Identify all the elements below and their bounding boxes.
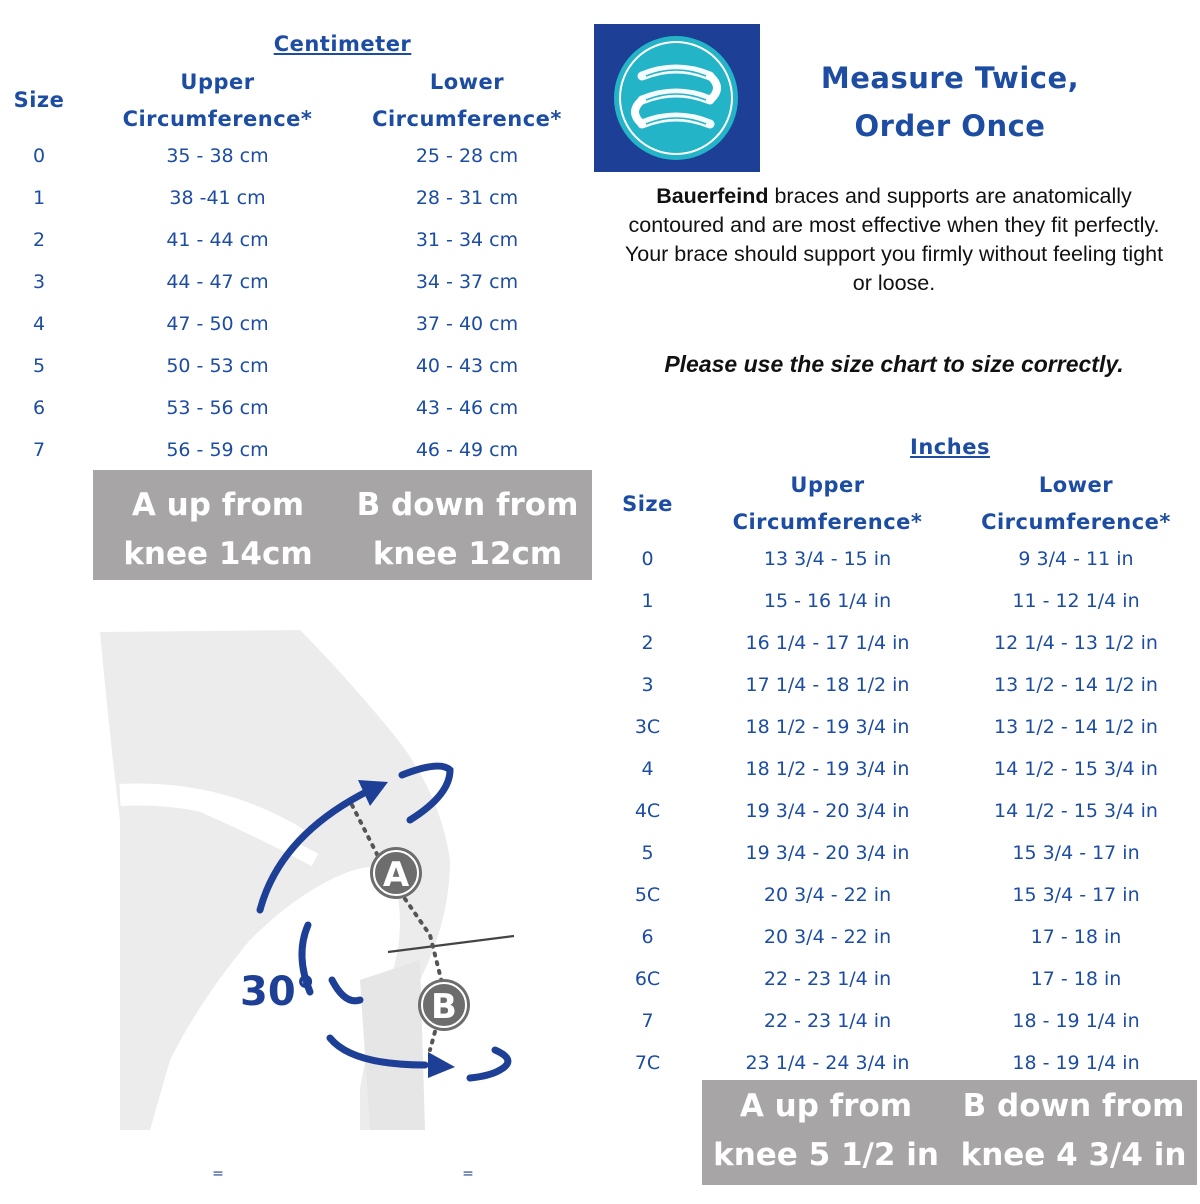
size-cell: 5 [32, 355, 46, 377]
lower-cell: 37 - 40 cm [415, 313, 519, 335]
cm-col-upper-line1: Upper [180, 70, 255, 94]
inch-col-lower-line2: Circumference* [981, 510, 1171, 534]
cm-measure-b [343, 481, 592, 579]
knee-measurement-diagram [90, 620, 600, 1200]
inch-col-size: Size [622, 492, 673, 516]
size-cell: 1 [641, 590, 654, 612]
table-row [600, 884, 1200, 926]
upper-cell: 41 - 44 cm [166, 229, 269, 251]
measure-a-line2: knee 5 1/2 in [713, 1137, 939, 1173]
lower-cell: 18 - 19 1/4 in [1012, 1010, 1140, 1032]
measure-b-line1: B down from [356, 487, 579, 523]
size-cell: 3 [641, 674, 654, 696]
table-row [0, 271, 600, 313]
size-cell: 3C [634, 716, 661, 738]
measure-b-line2: knee 12cm [372, 536, 563, 572]
badge-b-label: B [431, 987, 457, 1027]
table-row [600, 758, 1200, 800]
inch-table-body [600, 548, 1200, 1098]
upper-cell: 20 3/4 - 22 in [763, 884, 892, 906]
measure-b-line1: B down from [962, 1088, 1185, 1124]
lower-cell: 28 - 31 cm [415, 187, 519, 209]
size-cell: 1 [32, 187, 46, 209]
headline [770, 54, 1130, 150]
measure-a-line1: A up from [131, 487, 305, 523]
measure-b-line2: knee 4 3/4 in [960, 1137, 1187, 1173]
size-cell: 6 [32, 397, 46, 419]
size-cell: 4 [641, 758, 654, 780]
cm-table-title: Centimeter [273, 32, 412, 56]
brand-name: Bauerfeind [656, 184, 769, 208]
cm-col-upper-line2: Circumference* [122, 107, 313, 131]
cm-measure-box [93, 470, 592, 580]
fit-paragraph [590, 182, 1198, 298]
size-cell: 2 [641, 632, 654, 654]
cm-table-body [0, 145, 600, 480]
lower-circ-ellipse [470, 1050, 508, 1078]
badge-b [418, 979, 470, 1031]
paragraph-line-1: braces and supports are anatomically [768, 184, 1132, 208]
upper-cell: 44 - 47 cm [166, 271, 269, 293]
table-row [600, 800, 1200, 842]
size-chart-tagline: Please use the size chart to size correctly. [664, 351, 1124, 377]
size-cell: 6C [634, 968, 661, 990]
size-cell: 7 [32, 439, 46, 461]
table-row [600, 968, 1200, 1010]
upper-cell: 17 1/4 - 18 1/2 in [745, 674, 910, 696]
size-cell: 3 [32, 271, 46, 293]
lower-cell: 15 3/4 - 17 in [1012, 842, 1140, 864]
lower-cell: 11 - 12 1/4 in [1012, 590, 1140, 612]
upper-cell: 38 -41 cm [169, 187, 266, 209]
upper-cell: 47 - 50 cm [166, 313, 269, 335]
size-cell: 4 [32, 313, 46, 335]
size-cell: 0 [32, 145, 46, 167]
paragraph-line-3: Your brace should support you firmly without feeling tight [624, 242, 1164, 266]
headline-line1: Measure Twice, [820, 61, 1080, 95]
measure-a-line1: A up from [739, 1088, 913, 1124]
table-row [0, 187, 600, 229]
upper-cell: 22 - 23 1/4 in [763, 1010, 892, 1032]
badge-a [370, 847, 422, 899]
upper-cell: 23 1/4 - 24 3/4 in [745, 1052, 910, 1074]
cm-size-table [0, 0, 600, 600]
inch-measure-a [702, 1082, 950, 1180]
inch-table-title: Inches [910, 435, 990, 459]
table-row [600, 548, 1200, 590]
upper-cell: 56 - 59 cm [166, 439, 269, 461]
table-row [600, 842, 1200, 884]
inch-measure-box [702, 1080, 1197, 1185]
lower-cell: 17 - 18 in [1030, 926, 1122, 948]
lower-cell: 43 - 46 cm [415, 397, 519, 419]
size-cell: 6 [641, 926, 654, 948]
inch-col-lower-line1: Lower [1038, 473, 1114, 497]
lower-cell: 12 1/4 - 13 1/2 in [994, 632, 1158, 654]
upper-cell: 20 3/4 - 22 in [763, 926, 892, 948]
size-cell: 4C [634, 800, 661, 822]
upper-cell: 35 - 38 cm [166, 145, 269, 167]
lower-cell: 18 - 19 1/4 in [1012, 1052, 1140, 1074]
measure-a-line2: knee 14cm [123, 536, 313, 572]
badge-a-label: A [382, 855, 410, 895]
cm-col-lower-line1: Lower [429, 70, 505, 94]
lower-cell: 13 1/2 - 14 1/2 in [994, 716, 1158, 738]
inch-col-upper-line2: Circumference* [732, 510, 923, 534]
upper-cell: 18 1/2 - 19 3/4 in [745, 716, 910, 738]
size-cell: 5C [634, 884, 661, 906]
cm-col-lower-line2: Circumference* [372, 107, 562, 131]
paragraph-line [590, 182, 1198, 211]
table-row [0, 229, 600, 271]
measure-promo [590, 20, 1200, 420]
lower-cell: 25 - 28 cm [415, 145, 519, 167]
size-cell: 7C [634, 1052, 661, 1074]
measuring-tape-icon [594, 24, 760, 172]
upper-cell: 16 1/4 - 17 1/4 in [745, 632, 910, 654]
table-row [600, 926, 1200, 968]
table-row [600, 590, 1200, 632]
lower-cell: 46 - 49 cm [415, 439, 519, 461]
knee-illustration [90, 620, 600, 1200]
cm-col-size: Size [13, 88, 65, 112]
table-row [600, 674, 1200, 716]
footnote-mark-right: = [462, 1166, 474, 1182]
table-row [600, 716, 1200, 758]
headline-line2: Order Once [854, 109, 1046, 143]
lower-cell: 15 3/4 - 17 in [1012, 884, 1140, 906]
lower-cell: 17 - 18 in [1030, 968, 1122, 990]
lower-cell: 13 1/2 - 14 1/2 in [994, 674, 1158, 696]
upper-cell: 22 - 23 1/4 in [763, 968, 892, 990]
table-row [0, 355, 600, 397]
inch-col-upper-line1: Upper [790, 473, 865, 497]
paragraph-line-4: or loose. [852, 271, 936, 295]
table-row [600, 632, 1200, 674]
table-row [600, 1010, 1200, 1052]
lower-cell: 14 1/2 - 15 3/4 in [994, 800, 1158, 822]
lower-cell: 14 1/2 - 15 3/4 in [994, 758, 1158, 780]
lower-cell: 31 - 34 cm [415, 229, 519, 251]
table-row [0, 313, 600, 355]
size-cell: 0 [641, 548, 654, 570]
lower-cell: 34 - 37 cm [415, 271, 519, 293]
paragraph-line-2: contoured and are most effective when they fit perfectly. [628, 213, 1160, 237]
upper-cell: 19 3/4 - 20 3/4 in [745, 800, 910, 822]
inch-measure-b [950, 1082, 1197, 1180]
cm-measure-a [93, 481, 343, 579]
lower-cell: 40 - 43 cm [415, 355, 519, 377]
angle-label: 30° [240, 969, 316, 1015]
table-row [0, 145, 600, 187]
upper-cell: 50 - 53 cm [166, 355, 269, 377]
lower-cell: 9 3/4 - 11 in [1018, 548, 1134, 570]
inch-size-table [600, 420, 1200, 1200]
upper-cell: 18 1/2 - 19 3/4 in [745, 758, 910, 780]
upper-cell: 13 3/4 - 15 in [763, 548, 892, 570]
table-row [0, 397, 600, 439]
upper-cell: 19 3/4 - 20 3/4 in [745, 842, 910, 864]
size-cell: 7 [641, 1010, 654, 1032]
upper-cell: 15 - 16 1/4 in [763, 590, 892, 612]
size-cell: 2 [32, 229, 46, 251]
size-cell: 5 [641, 842, 654, 864]
upper-cell: 53 - 56 cm [166, 397, 269, 419]
footnote-mark-left: = [212, 1166, 224, 1182]
